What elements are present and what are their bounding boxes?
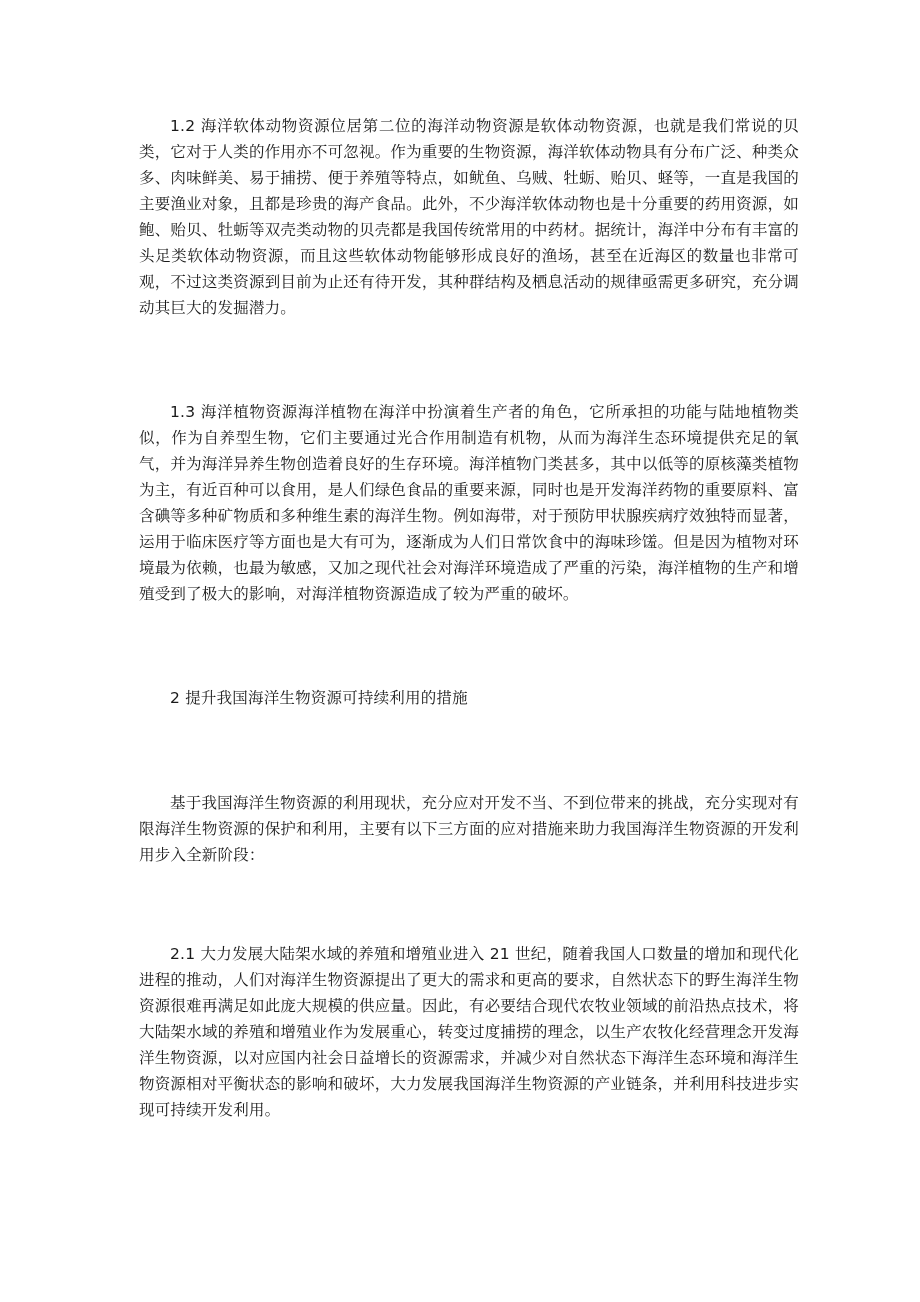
section-heading-2: 2 提升我国海洋生物资源可持续利用的措施: [170, 689, 468, 707]
paragraph-intro-measures: 基于我国海洋生物资源的利用现状，充分应对开发不当、不到位带来的挑战，充分实现对有限海洋生物资源的保护和利用，主要有以下三方面的应对措施来助力我国海洋生物资源的开发利用步入全新阶段：: [139, 794, 799, 864]
paragraph-2-1-aquaculture: 2.1 大力发展大陆架水域的养殖和增殖业进入 21 世纪，随着我国人口数量的增加和现代化进程的推动，人们对海洋生物资源提出了更大的需求和更高的要求，自然状态下的野生海洋生物资源很难再满足如此庞大规模的供应量。因此，有必要结合现代农牧业领域的前沿热点技术，将大陆架水域的养殖和增殖业作为发展重心，转变过度捕捞的理念，以生产农牧化经营理念开发海洋生物资源，以对应国内社会日益增长的资源需求，并减少对自然状态下海洋生态环境和海洋生物资源相对平衡状态的影响和破坏，大力发展我国海洋生物资源的产业链条，并利用科技进步实现可持续开发利用。: [139, 945, 799, 1119]
paragraph-1-3-plant-resources: 1.3 海洋植物资源海洋植物在海洋中扮演着生产者的角色，它所承担的功能与陆地植物类似，作为自养型生物，它们主要通过光合作用制造有机物，从而为海洋生态环境提供充足的氧气，并为海洋异养生物创造着良好的生存环境。海洋植物门类甚多，其中以低等的原核藻类植物为主，有近百种可以食用，是人们绿色食品的重要来源，同时也是开发海洋药物的重要原料、富含碘等多种矿物质和多种维生素的海洋生物。例如海带，对于预防甲状腺疾病疗效独特而显著，运用于临床医疗等方面也是大有可为，逐渐成为人们日常饮食中的海味珍馐。但是因为植物对环境最为依赖，也最为敏感，又加之现代社会对海洋环境造成了严重的污染，海洋植物的生产和增殖受到了极大的影响，对海洋植物资源造成了较为严重的破坏。: [139, 403, 799, 603]
paragraph-1-2-mollusk-resources: 1.2 海洋软体动物资源位居第二位的海洋动物资源是软体动物资源，也就是我们常说的贝类，它对于人类的作用亦不可忽视。作为重要的生物资源，海洋软体动物具有分布广泛、种类众多、肉味鲜美、易于捕捞、便于养殖等特点，如鱿鱼、乌贼、牡蛎、贻贝、蛏等，一直是我国的主要渔业对象，且都是珍贵的海产食品。此外，不少海洋软体动物也是十分重要的药用资源，如鲍、贻贝、牡蛎等双壳类动物的贝壳都是我国传统常用的中药材。据统计，海洋中分布有丰富的头足类软体动物资源，而且这些软体动物能够形成良好的渔场，甚至在近海区的数量也非常可观，不过这类资源到目前为止还有待开发，其种群结构及栖息活动的规律亟需更多研究，充分调动其巨大的发掘潜力。: [139, 117, 799, 317]
